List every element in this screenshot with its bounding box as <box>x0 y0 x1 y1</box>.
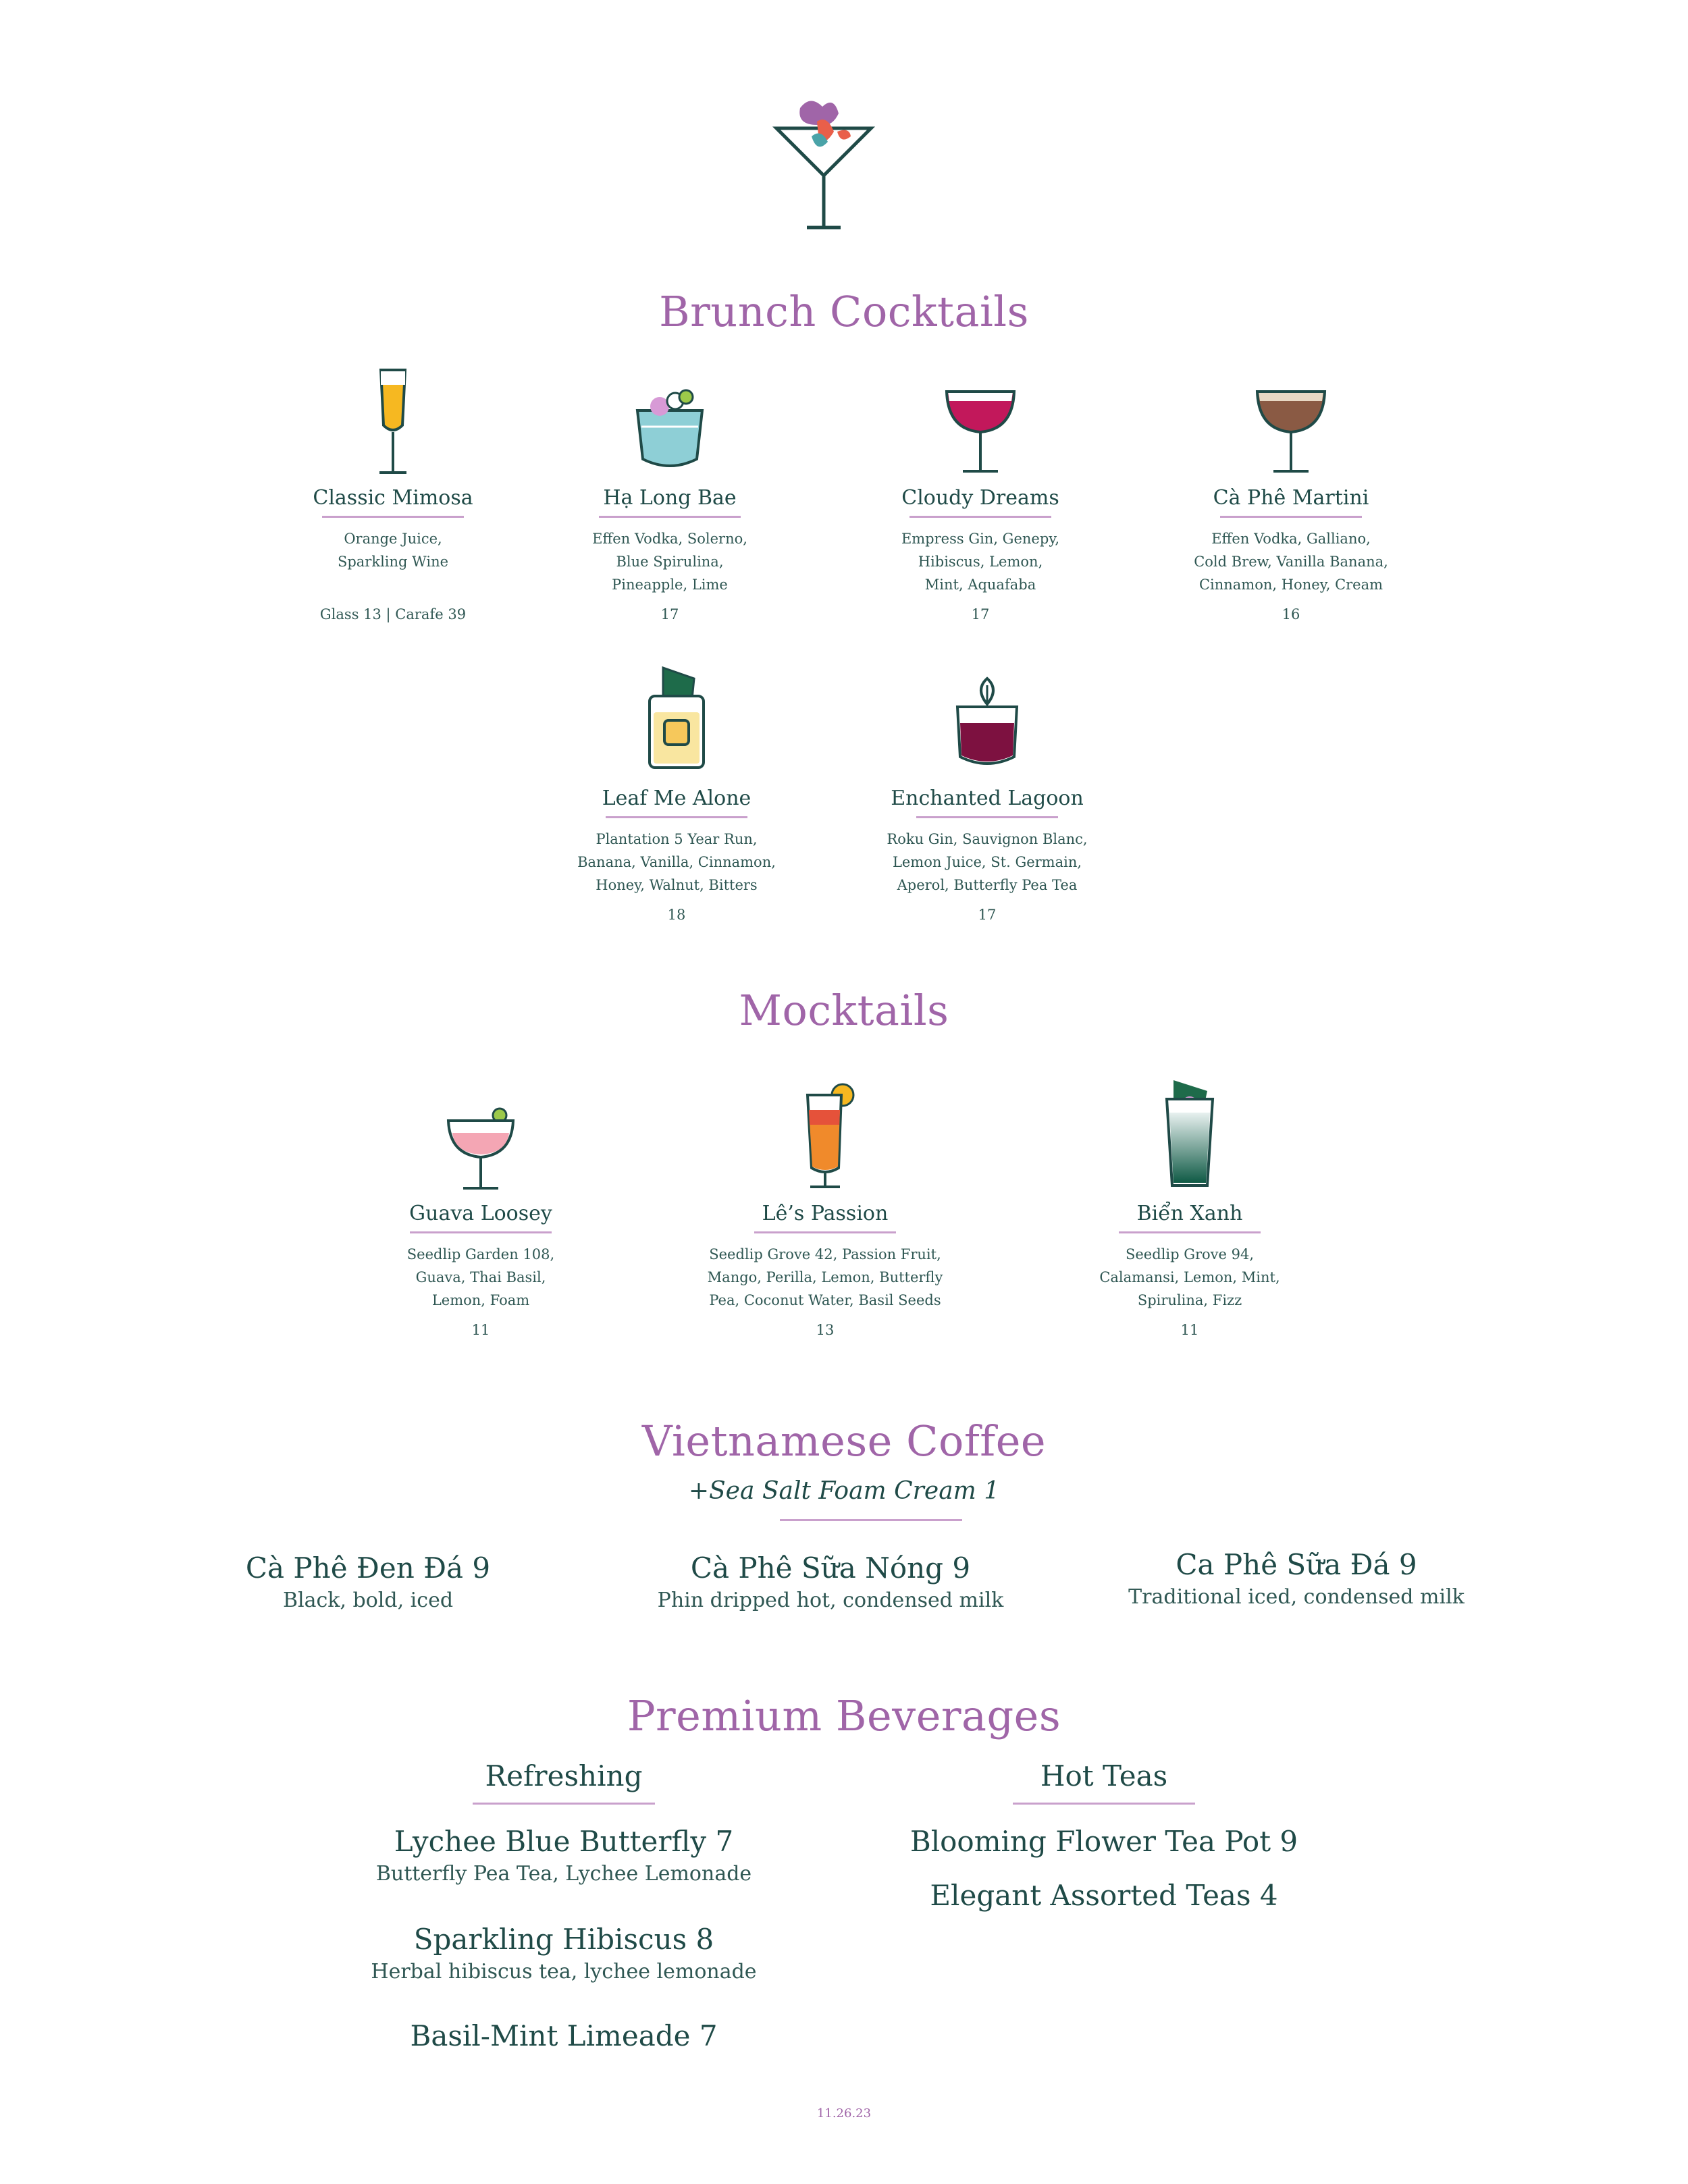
item-name: Hạ Long Bae <box>603 486 737 510</box>
divider <box>322 516 464 518</box>
cocktail-cloudy-dreams <box>839 365 1122 626</box>
item-name: Blooming Flower Tea Pot 9 <box>909 1825 1298 1858</box>
divider <box>410 1231 552 1233</box>
item-name: Basil-Mint Limeade 7 <box>410 2019 718 2052</box>
item-name: Lychee Blue Butterfly 7 <box>394 1825 734 1858</box>
item-name: Lê’s Passion <box>762 1202 889 1225</box>
coupe-glass-icon <box>1244 365 1338 479</box>
refreshing-heading: Refreshing <box>485 1759 643 1792</box>
mocktails-title: Mocktails <box>739 986 949 1035</box>
cocktail-ca-phe-martini <box>1149 365 1433 626</box>
cocktail-classic-mimosa <box>251 365 535 626</box>
coffee-divider <box>780 1519 962 1521</box>
item-price: 17 <box>660 606 679 622</box>
coffee-item <box>152 1549 584 1614</box>
mocktail-les-passion <box>683 1080 967 1341</box>
item-price: 17 <box>978 907 997 923</box>
divider <box>916 816 1058 818</box>
cocktail-enchanted-lagoon <box>845 665 1129 926</box>
hot-teas-heading: Hot Teas <box>1040 1759 1168 1792</box>
vietnamese-coffee-title: Vietnamese Coffee <box>641 1416 1047 1466</box>
item-description: Traditional iced, condensed milk <box>1128 1585 1465 1609</box>
premium-beverages-title: Premium Beverages <box>627 1691 1061 1740</box>
item-name: Biển Xanh <box>1136 1202 1243 1225</box>
divider <box>909 516 1051 518</box>
item-price: 11 <box>471 1322 490 1338</box>
item-description: Orange Juice, Sparkling Wine <box>337 531 449 570</box>
item-description: Herbal hibiscus tea, lychee lemonade <box>371 1960 757 1983</box>
item-description: Plantation 5 Year Run, Banana, Vanilla, Cinnamon, Honey, Walnut, Bitters <box>577 831 776 893</box>
tumbler-glass-icon <box>623 365 717 479</box>
cocktail-ha-long-bae <box>528 365 812 626</box>
item-description: Seedlip Grove 42, Passion Fruit, Mango, Perilla, Lemon, Butterfly Pea, Coconut Water, Basil Seeds <box>707 1246 943 1308</box>
item-name: Sparkling Hibiscus 8 <box>413 1923 714 1956</box>
divider <box>599 516 741 518</box>
item-description: Black, bold, iced <box>282 1589 454 1612</box>
tea-item <box>834 1877 1374 1915</box>
item-name: Elegant Assorted Teas 4 <box>930 1879 1278 1912</box>
item-description: Seedlip Garden 108, Guava, Thai Basil, Lemon, Foam <box>406 1246 555 1308</box>
beverage-item <box>294 1823 834 1888</box>
tall-glass-icon <box>778 1080 872 1195</box>
item-description: Empress Gin, Genepy, Hibiscus, Lemon, Mint, Aquafaba <box>901 531 1060 593</box>
item-name: Cà Phê Martini <box>1213 486 1369 510</box>
item-name: Ca Phê Sữa Đá 9 <box>1176 1548 1417 1581</box>
divider <box>1220 516 1362 518</box>
mocktail-guava-loosey <box>339 1080 623 1341</box>
item-description: Effen Vodka, Galliano, Cold Brew, Vanilla Banana, Cinnamon, Honey, Cream <box>1194 531 1388 593</box>
cocktail-leaf-me-alone <box>535 665 818 926</box>
item-price: 16 <box>1282 606 1300 622</box>
item-description: Roku Gin, Sauvignon Blanc, Lemon Juice, St. Germain, Aperol, Butterfly Pea Tea <box>887 831 1088 893</box>
coffee-item <box>1080 1546 1512 1611</box>
item-price: 13 <box>816 1322 835 1338</box>
item-name: Enchanted Lagoon <box>891 787 1084 810</box>
flute-glass-icon <box>346 365 440 479</box>
beverage-item <box>294 2017 834 2055</box>
item-description: Phin dripped hot, condensed milk <box>657 1589 1004 1612</box>
item-price: 18 <box>667 907 686 923</box>
item-name: Guava Loosey <box>409 1202 552 1225</box>
item-name: Cà Phê Sữa Nóng 9 <box>690 1551 971 1584</box>
item-name: Cloudy Dreams <box>901 486 1059 510</box>
brunch-cocktails-title: Brunch Cocktails <box>659 287 1029 336</box>
divider <box>606 816 747 818</box>
rocks-glass-icon <box>629 665 724 780</box>
item-name: Cà Phê Đen Đá 9 <box>245 1551 491 1584</box>
item-price: Glass 13 | Carafe 39 <box>319 606 467 622</box>
item-price: 17 <box>971 606 990 622</box>
coupe-glass-icon <box>933 365 1028 479</box>
item-description: Effen Vodka, Solerno, Blue Spirulina, Pineapple, Lime <box>592 531 747 593</box>
martini-flower-logo <box>770 95 878 236</box>
divider <box>1119 1231 1261 1233</box>
beverage-item <box>294 1921 834 1986</box>
highball-glass-icon <box>1142 1080 1237 1195</box>
coffee-subtitle: +Sea Salt Foam Cream 1 <box>688 1477 1000 1505</box>
item-name: Classic Mimosa <box>313 486 473 510</box>
item-description: Butterfly Pea Tea, Lychee Lemonade <box>375 1862 752 1886</box>
refreshing-divider <box>473 1803 655 1805</box>
coffee-item <box>614 1549 1047 1614</box>
tea-item <box>834 1823 1374 1861</box>
coupe-glass-icon <box>433 1080 528 1195</box>
hot-teas-divider <box>1013 1803 1195 1805</box>
wine-tumbler-icon <box>940 665 1034 780</box>
divider <box>754 1231 896 1233</box>
item-price: 11 <box>1180 1322 1199 1338</box>
item-description: Seedlip Grove 94, Calamansi, Lemon, Mint, Spirulina, Fizz <box>1099 1246 1280 1308</box>
mocktail-bien-xanh <box>1048 1080 1331 1341</box>
menu-date: 11.26.23 <box>816 2106 872 2121</box>
item-name: Leaf Me Alone <box>602 787 751 810</box>
